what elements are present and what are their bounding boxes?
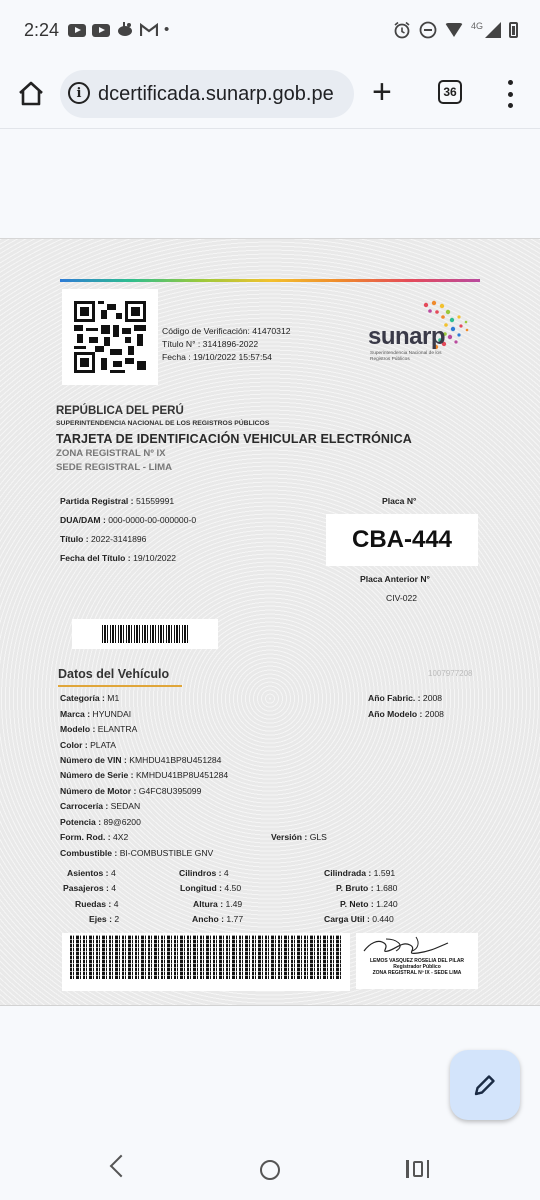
titulo-field: Título : 2022-3141896 xyxy=(60,534,147,544)
network-type: 4G xyxy=(470,21,483,31)
ano-fabric-field: Año Fabric. : 2008 xyxy=(368,693,443,703)
home-nav-icon[interactable] xyxy=(260,1160,280,1180)
zona-registral: ZONA REGISTRAL Nº IX xyxy=(56,448,166,459)
ano-modelo-field: Año Modelo : 2008 xyxy=(368,709,444,719)
gmail-icon xyxy=(140,23,158,37)
categoria-field: Categoría : M1 xyxy=(60,693,120,703)
back-icon[interactable] xyxy=(110,1155,133,1178)
color-stripe xyxy=(60,279,480,282)
vin-field: Número de VIN : KMHDU41BP8U451284 xyxy=(60,755,222,765)
p-bruto-field: P. Bruto : 1.680 xyxy=(336,883,398,893)
carga-util-field: Carga Util : 0.440 xyxy=(324,914,394,924)
institution-name: SUPERINTENDENCIA NACIONAL DE LOS REGISTROS PÚBLICOS xyxy=(56,420,270,427)
ancho-field: Ancho : 1.77 xyxy=(192,914,244,924)
site-info-icon[interactable]: i xyxy=(68,82,90,104)
title-underline xyxy=(58,685,182,687)
version-field: Versión : GLS xyxy=(271,832,327,842)
dua-field: DUA/DAM : 000-0000-00-000000-0 xyxy=(60,515,197,525)
signatory-details: LEMOS VASQUEZ ROSELIA DEL PILAR Registrador Público ZONA REGISTRAL Nº IX - SEDE LIMA xyxy=(369,958,465,976)
placa-label: Placa N° xyxy=(382,496,417,506)
serie-field: Número de Serie : KMHDU41BP8U451284 xyxy=(60,770,229,780)
ruedas-field: Ruedas : 4 xyxy=(75,899,119,909)
vehicle-card-document xyxy=(0,238,540,1006)
modelo-field: Modelo : ELANTRA xyxy=(60,724,138,734)
datos-vehiculo-title: Datos del Vehículo xyxy=(58,667,170,681)
signature-block xyxy=(356,933,478,989)
placa-value: CBA-444 xyxy=(326,514,478,566)
chef-icon xyxy=(116,22,134,38)
ejes-field: Ejes : 2 xyxy=(89,914,120,924)
url-text[interactable]: dcertificada.sunarp.gob.pe xyxy=(98,83,334,105)
pdf417-barcode xyxy=(62,933,350,991)
motor-field: Número de Motor : G4FC8U395099 xyxy=(60,786,202,796)
pencil-icon xyxy=(472,1072,498,1098)
potencia-field: Potencia : 89@6200 xyxy=(60,817,141,827)
new-tab-icon[interactable]: + xyxy=(372,73,392,111)
longitud-field: Longitud : 4.50 xyxy=(180,883,242,893)
verification-date: Fecha : 19/10/2022 15:57:54 xyxy=(162,352,272,362)
sede-registral: SEDE REGISTRAL - LIMA xyxy=(56,462,173,473)
altura-field: Altura : 1.49 xyxy=(193,899,243,909)
small-barcode xyxy=(72,619,218,649)
system-nav-bar xyxy=(0,1138,540,1200)
verification-info xyxy=(162,325,291,364)
wifi-icon xyxy=(445,23,463,37)
home-icon[interactable] xyxy=(16,79,46,109)
marca-field: Marca : HYUNDAI xyxy=(60,709,132,719)
placa-anterior-label: Placa Anterior N° xyxy=(360,574,430,584)
color-field: Color : PLATA xyxy=(60,740,117,750)
fecha-titulo-field: Fecha del Título : 19/10/2022 xyxy=(60,553,177,563)
pasajeros-field: Pasajeros : 4 xyxy=(63,883,117,893)
qr-code xyxy=(62,289,158,385)
cilindros-field: Cilindros : 4 xyxy=(179,868,229,878)
edit-fab-button[interactable] xyxy=(450,1050,520,1120)
recents-icon[interactable] xyxy=(406,1160,429,1178)
document-title: TARJETA DE IDENTIFICACIÓN VEHICULAR ELECTRÓNICA xyxy=(56,432,412,446)
p-neto-field: P. Neto : 1.240 xyxy=(340,899,398,909)
overflow-menu-icon[interactable] xyxy=(506,80,514,108)
sunarp-logo xyxy=(364,299,494,369)
partida-registral-field: Partida Registral : 51559991 xyxy=(60,496,175,506)
verification-title: Título N° : 3141896-2022 xyxy=(162,339,259,349)
placa-anterior-value: CIV-022 xyxy=(386,593,418,603)
combustible-field: Combustible : BI-COMBUSTIBLE GNV xyxy=(60,848,214,858)
verification-code: Código de Verificación: 41470312 xyxy=(162,326,291,336)
youtube-icon xyxy=(68,24,86,37)
dot-icon: • xyxy=(164,21,170,38)
republica-heading: REPÚBLICA DEL PERÚ xyxy=(56,405,184,417)
youtube-icon xyxy=(92,24,110,37)
dnd-icon xyxy=(419,21,437,39)
status-time: 2:24 xyxy=(24,20,60,40)
document-number: 1007977208 xyxy=(428,669,473,678)
form-rod-field: Form. Rod. : 4X2 xyxy=(60,832,129,842)
sunarp-subtitle: Superintendencia Nacional de los Registros Públicos xyxy=(370,351,442,362)
cilindrada-field: Cilindrada : 1.591 xyxy=(324,868,396,878)
notification-icons xyxy=(68,22,169,38)
browser-toolbar xyxy=(0,62,540,129)
signal-icon xyxy=(485,22,501,38)
alarm-icon xyxy=(393,21,411,39)
signature-icon xyxy=(356,933,478,961)
battery-icon xyxy=(509,22,518,38)
address-bar[interactable] xyxy=(60,70,354,118)
carroceria-field: Carrocería : SEDAN xyxy=(60,801,141,811)
sunarp-wordmark: sunarp xyxy=(368,323,446,350)
status-bar xyxy=(0,0,540,62)
asientos-field: Asientos : 4 xyxy=(67,868,116,878)
system-icons xyxy=(393,21,518,39)
tab-switcher-button[interactable]: 36 xyxy=(438,80,462,104)
